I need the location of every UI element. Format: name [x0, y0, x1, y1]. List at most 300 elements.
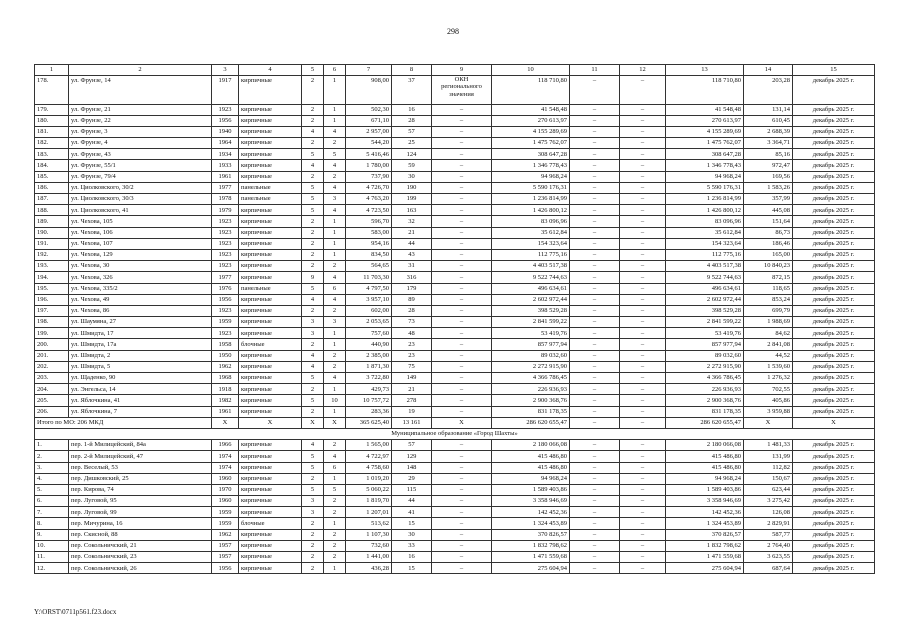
table-cell: 357,99: [744, 194, 793, 205]
table-cell: 44,52: [744, 350, 793, 361]
table-cell: –: [432, 473, 492, 484]
table-cell: 2 602 972,44: [492, 294, 570, 305]
table-cell: 126,08: [744, 507, 793, 518]
table-cell: 4: [324, 373, 346, 384]
table-cell: –: [620, 115, 666, 126]
table-cell: 1 471 559,68: [666, 552, 744, 563]
table-cell: 1957: [212, 552, 239, 563]
table-cell: 184.: [35, 160, 69, 171]
table-cell: панельные: [239, 283, 302, 294]
table-cell: 154 323,64: [666, 238, 744, 249]
table-cell: декабрь 2025 г.: [793, 373, 875, 384]
table-cell: 3.: [35, 462, 69, 473]
table-cell: 2 841 599,22: [666, 317, 744, 328]
table-cell: –: [432, 384, 492, 395]
table-cell: декабрь 2025 г.: [793, 395, 875, 406]
table-cell: 8: [392, 65, 432, 76]
table-cell: 4 758,60: [346, 462, 392, 473]
table-cell: 1 426 800,12: [492, 205, 570, 216]
table-cell: –: [570, 317, 620, 328]
table-cell: 2 180 066,08: [492, 440, 570, 451]
table-cell: –: [570, 484, 620, 495]
table-cell: кирпичные: [239, 305, 302, 316]
table-cell: 1918: [212, 384, 239, 395]
table-cell: кирпичные: [239, 552, 302, 563]
table-cell: 1: [324, 406, 346, 417]
table-cell: кирпичные: [239, 205, 302, 216]
table-cell: 1977: [212, 272, 239, 283]
table-cell: ул. Чехова, 335/2: [69, 283, 212, 294]
table-cell: 37: [392, 75, 432, 104]
table-cell: декабрь 2025 г.: [793, 249, 875, 260]
table-cell: 398 529,28: [492, 305, 570, 316]
table-cell: 201.: [35, 350, 69, 361]
table-cell: –: [570, 507, 620, 518]
table-row: [35, 473, 875, 484]
table-cell: 5: [302, 462, 324, 473]
table-cell: 13 161: [392, 417, 432, 428]
table-cell: X: [324, 417, 346, 428]
table-cell: 872,15: [744, 272, 793, 283]
table-cell: –: [432, 261, 492, 272]
table-cell: кирпичные: [239, 484, 302, 495]
table-cell: декабрь 2025 г.: [793, 406, 875, 417]
table-cell: –: [570, 384, 620, 395]
table-cell: пер. 2-й Милицейский, 47: [69, 451, 212, 462]
table-cell: 4: [302, 126, 324, 137]
table-cell: 1 324 453,89: [666, 518, 744, 529]
table-cell: 30: [392, 171, 432, 182]
table-row: [35, 75, 875, 104]
table-cell: 202.: [35, 361, 69, 372]
table-cell: –: [432, 249, 492, 260]
table-cell: 2: [302, 529, 324, 540]
table-cell: –: [570, 182, 620, 193]
table-row: [35, 272, 875, 283]
table-cell: 5: [324, 149, 346, 160]
table-cell: кирпичные: [239, 126, 302, 137]
table-cell: –: [620, 496, 666, 507]
table-cell: 1974: [212, 451, 239, 462]
table-cell: ул. Щаденко, 90: [69, 373, 212, 384]
table-cell: 226 936,93: [492, 384, 570, 395]
table-cell: 1923: [212, 227, 239, 238]
table-cell: кирпичные: [239, 216, 302, 227]
table-cell: 41 548,48: [666, 104, 744, 115]
table-cell: кирпичные: [239, 115, 302, 126]
table-cell: –: [620, 182, 666, 193]
table-cell: 4 403 517,38: [492, 261, 570, 272]
table-cell: 149: [392, 373, 432, 384]
table-cell: –: [620, 249, 666, 260]
table-cell: –: [620, 518, 666, 529]
table-cell: 16: [392, 552, 432, 563]
table-cell: кирпичные: [239, 395, 302, 406]
table-row: [35, 440, 875, 451]
table-cell: 2 272 915,90: [666, 361, 744, 372]
table-cell: декабрь 2025 г.: [793, 462, 875, 473]
table-cell: 757,60: [346, 328, 392, 339]
table-cell: –: [432, 361, 492, 372]
table-cell: –: [620, 384, 666, 395]
table-cell: 131,99: [744, 451, 793, 462]
table-cell: декабрь 2025 г.: [793, 540, 875, 551]
table-cell: ул. Шмидта, 2: [69, 350, 212, 361]
table-cell: 1923: [212, 238, 239, 249]
table-cell: 954,16: [346, 238, 392, 249]
table-cell: 1923: [212, 216, 239, 227]
table-cell: декабрь 2025 г.: [793, 194, 875, 205]
table-cell: пер. Скисной, 88: [69, 529, 212, 540]
table-cell: 41: [392, 507, 432, 518]
table-row: [35, 395, 875, 406]
table-cell: 2 053,65: [346, 317, 392, 328]
register-table: [34, 64, 875, 574]
table-cell: 2 900 368,76: [666, 395, 744, 406]
table-cell: –: [432, 205, 492, 216]
table-cell: 5: [302, 451, 324, 462]
table-cell: 33: [392, 540, 432, 551]
table-row: [35, 350, 875, 361]
table-cell: –: [620, 160, 666, 171]
table-cell: 4: [324, 126, 346, 137]
table-cell: 1 988,69: [744, 317, 793, 328]
table-cell: 2: [302, 227, 324, 238]
table-cell: 1957: [212, 540, 239, 551]
table-cell: X: [302, 417, 324, 428]
table-cell: –: [432, 406, 492, 417]
table-cell: 596,70: [346, 216, 392, 227]
table-cell: 5 590 176,31: [492, 182, 570, 193]
table-cell: кирпичные: [239, 328, 302, 339]
table-cell: 9.: [35, 529, 69, 540]
table-cell: 1 832 798,62: [492, 540, 570, 551]
table-row: [35, 160, 875, 171]
table-cell: –: [570, 462, 620, 473]
table-cell: 2 764,40: [744, 540, 793, 551]
table-cell: 1923: [212, 328, 239, 339]
table-cell: декабрь 2025 г.: [793, 361, 875, 372]
table-cell: 1 475 762,07: [666, 138, 744, 149]
table-cell: 186,46: [744, 238, 793, 249]
table-cell: 3: [324, 317, 346, 328]
table-cell: кирпичные: [239, 104, 302, 115]
table-cell: –: [620, 507, 666, 518]
table-cell: 12: [620, 65, 666, 76]
table-cell: 3 623,55: [744, 552, 793, 563]
table-cell: кирпичные: [239, 440, 302, 451]
table-cell: –: [620, 563, 666, 574]
table-cell: 1959: [212, 518, 239, 529]
table-cell: –: [432, 194, 492, 205]
table-cell: –: [432, 484, 492, 495]
table-cell: 6: [324, 462, 346, 473]
table-cell: 1968: [212, 373, 239, 384]
table-cell: 1 589 403,86: [666, 484, 744, 495]
table-cell: пер. Мичурина, 16: [69, 518, 212, 529]
table-cell: –: [620, 339, 666, 350]
table-cell: 118 710,80: [666, 75, 744, 104]
table-cell: 308 647,28: [492, 149, 570, 160]
table-cell: –: [432, 171, 492, 182]
table-cell: 35 612,84: [666, 227, 744, 238]
table-cell: 43: [392, 249, 432, 260]
table-cell: 496 634,61: [492, 283, 570, 294]
table-cell: кирпичные: [239, 238, 302, 249]
table-cell: 1 471 559,68: [492, 552, 570, 563]
table-cell: пер. Луговой, 95: [69, 496, 212, 507]
table-cell: –: [570, 395, 620, 406]
table-cell: 11: [570, 65, 620, 76]
table-cell: 737,90: [346, 171, 392, 182]
table-cell: ул. Энгельса, 14: [69, 384, 212, 395]
table-cell: –: [620, 529, 666, 540]
table-cell: декабрь 2025 г.: [793, 227, 875, 238]
table-row: [35, 305, 875, 316]
table-cell: 1: [324, 473, 346, 484]
table-cell: 2: [324, 440, 346, 451]
table-cell: 286 620 655,47: [492, 417, 570, 428]
table-cell: –: [432, 317, 492, 328]
table-cell: –: [570, 406, 620, 417]
table-cell: ул. Циолковского, 30/2: [69, 182, 212, 193]
table-cell: 73: [392, 317, 432, 328]
table-cell: декабрь 2025 г.: [793, 283, 875, 294]
table-row: [35, 540, 875, 551]
table-cell: 1 565,00: [346, 440, 392, 451]
table-row: [35, 518, 875, 529]
table-cell: 205.: [35, 395, 69, 406]
table-cell: 1974: [212, 462, 239, 473]
table-cell: декабрь 2025 г.: [793, 75, 875, 104]
table-cell: 5: [302, 395, 324, 406]
table-cell: 53 419,76: [492, 328, 570, 339]
table-cell: 118,65: [744, 283, 793, 294]
table-cell: 1933: [212, 160, 239, 171]
table-cell: 1960: [212, 473, 239, 484]
table-cell: 4 722,97: [346, 451, 392, 462]
table-cell: –: [570, 249, 620, 260]
table-cell: 564,65: [346, 261, 392, 272]
table-cell: 5: [302, 182, 324, 193]
table-cell: 32: [392, 216, 432, 227]
table-cell: 4: [302, 160, 324, 171]
table-cell: –: [620, 451, 666, 462]
table-cell: кирпичные: [239, 149, 302, 160]
table-cell: 15: [392, 518, 432, 529]
table-row: [35, 216, 875, 227]
table-cell: 1923: [212, 249, 239, 260]
table-cell: 1940: [212, 126, 239, 137]
table-row: [35, 227, 875, 238]
table-cell: –: [620, 473, 666, 484]
table-cell: 1979: [212, 205, 239, 216]
table-cell: 2: [302, 552, 324, 563]
table-cell: –: [570, 126, 620, 137]
table-cell: –: [620, 361, 666, 372]
table-cell: –: [570, 440, 620, 451]
table-cell: 2 900 368,76: [492, 395, 570, 406]
table-cell: 7.: [35, 507, 69, 518]
table-cell: –: [570, 283, 620, 294]
table-cell: 4: [324, 160, 346, 171]
table-cell: –: [620, 406, 666, 417]
table-cell: 2: [324, 552, 346, 563]
table-cell: 8.: [35, 518, 69, 529]
table-cell: 2: [324, 171, 346, 182]
table-cell: 198.: [35, 317, 69, 328]
table-cell: ул. Чехова, 107: [69, 238, 212, 249]
table-cell: 2.: [35, 451, 69, 462]
table-cell: 834,50: [346, 249, 392, 260]
table-cell: 415 486,80: [492, 451, 570, 462]
table-cell: 199.: [35, 328, 69, 339]
table-cell: 1977: [212, 182, 239, 193]
table-cell: 94 968,24: [666, 473, 744, 484]
table-cell: ул. Циолковского, 41: [69, 205, 212, 216]
table-cell: –: [570, 339, 620, 350]
table-cell: 544,20: [346, 138, 392, 149]
table-cell: 1: [324, 384, 346, 395]
table-cell: 270 613,97: [666, 115, 744, 126]
table-cell: 4: [324, 294, 346, 305]
table-cell: 440,90: [346, 339, 392, 350]
table-cell: 2 385,00: [346, 350, 392, 361]
table-cell: –: [432, 138, 492, 149]
table-cell: X: [239, 417, 302, 428]
table-cell: 179.: [35, 104, 69, 115]
table-row: [35, 182, 875, 193]
table-cell: 1961: [212, 171, 239, 182]
table-row: [35, 126, 875, 137]
table-row: [35, 238, 875, 249]
table-cell: 1962: [212, 529, 239, 540]
table-cell: 3: [302, 328, 324, 339]
table-cell: декабрь 2025 г.: [793, 305, 875, 316]
table-cell: 2: [324, 138, 346, 149]
table-row: [35, 194, 875, 205]
table-cell: 112 775,16: [666, 249, 744, 260]
table-cell: 28: [392, 305, 432, 316]
table-cell: 11.: [35, 552, 69, 563]
table-cell: –: [432, 149, 492, 160]
table-row: [35, 406, 875, 417]
table-cell: декабрь 2025 г.: [793, 294, 875, 305]
table-cell: 57: [392, 126, 432, 137]
table-cell: 1 236 814,99: [666, 194, 744, 205]
table-cell: 1 475 762,07: [492, 138, 570, 149]
table-cell: –: [620, 540, 666, 551]
table-cell: 2: [69, 65, 212, 76]
table-row: [35, 552, 875, 563]
table-cell: X: [212, 417, 239, 428]
table-cell: декабрь 2025 г.: [793, 160, 875, 171]
table-cell: 1 780,00: [346, 160, 392, 171]
table-cell: ул. Шаумяна, 27: [69, 317, 212, 328]
table-cell: –: [432, 305, 492, 316]
table-cell: 1970: [212, 484, 239, 495]
table-cell: кирпичные: [239, 406, 302, 417]
table-cell: 3 358 946,69: [492, 496, 570, 507]
table-cell: 1: [324, 249, 346, 260]
table-cell: панельные: [239, 182, 302, 193]
table-cell: –: [570, 540, 620, 551]
table-cell: 154 323,64: [492, 238, 570, 249]
table-cell: декабрь 2025 г.: [793, 339, 875, 350]
table-cell: 206.: [35, 406, 69, 417]
table-cell: 3: [302, 507, 324, 518]
table-row: [35, 373, 875, 384]
table-row: [35, 138, 875, 149]
table-cell: 89 032,60: [492, 350, 570, 361]
table-cell: 623,44: [744, 484, 793, 495]
table-cell: –: [570, 563, 620, 574]
table-cell: –: [570, 238, 620, 249]
table-cell: 5: [302, 149, 324, 160]
table-cell: –: [620, 294, 666, 305]
table-cell: декабрь 2025 г.: [793, 529, 875, 540]
table-cell: декабрь 2025 г.: [793, 216, 875, 227]
table-row: [35, 563, 875, 574]
table-cell: пер. Сокольничский, 26: [69, 563, 212, 574]
table-cell: –: [570, 294, 620, 305]
table-cell: 4: [324, 182, 346, 193]
table-cell: 415 486,80: [666, 462, 744, 473]
table-cell: 1923: [212, 305, 239, 316]
table-cell: 2: [302, 339, 324, 350]
table-cell: 4 726,70: [346, 182, 392, 193]
table-cell: блочные: [239, 339, 302, 350]
table-cell: 1966: [212, 440, 239, 451]
table-cell: кирпичные: [239, 496, 302, 507]
table-cell: пер. Кирова, 74: [69, 484, 212, 495]
table-cell: 1 324 453,89: [492, 518, 570, 529]
table-cell: 1961: [212, 406, 239, 417]
table-cell: 2: [302, 305, 324, 316]
table-cell: 908,00: [346, 75, 392, 104]
table-cell: 583,00: [346, 227, 392, 238]
table-cell: 1 019,20: [346, 473, 392, 484]
table-cell: 2: [302, 104, 324, 115]
table-cell: –: [432, 104, 492, 115]
table-cell: 83 096,96: [492, 216, 570, 227]
table-cell: 115: [392, 484, 432, 495]
table-cell: –: [570, 328, 620, 339]
table-cell: –: [570, 305, 620, 316]
table-cell: 187.: [35, 194, 69, 205]
table-cell: 1: [324, 216, 346, 227]
table-cell: 4: [324, 451, 346, 462]
table-cell: 169,56: [744, 171, 793, 182]
table-cell: ул. Чехова, 106: [69, 227, 212, 238]
table-cell: 2: [302, 171, 324, 182]
table-cell: 5 060,22: [346, 484, 392, 495]
table-cell: –: [570, 171, 620, 182]
table-cell: декабрь 2025 г.: [793, 272, 875, 283]
page-number: 298: [447, 27, 459, 36]
table-cell: 1 346 778,43: [666, 160, 744, 171]
table-cell: ул. Фрунзе, 55/1: [69, 160, 212, 171]
table-cell: 151,64: [744, 216, 793, 227]
table-cell: 41 548,48: [492, 104, 570, 115]
table-row: [35, 451, 875, 462]
table-cell: 194.: [35, 272, 69, 283]
table-cell: 1 346 778,43: [492, 160, 570, 171]
table-cell: –: [620, 126, 666, 137]
table-cell: 2: [302, 473, 324, 484]
table-cell: 4 723,50: [346, 205, 392, 216]
table-cell: –: [620, 417, 666, 428]
